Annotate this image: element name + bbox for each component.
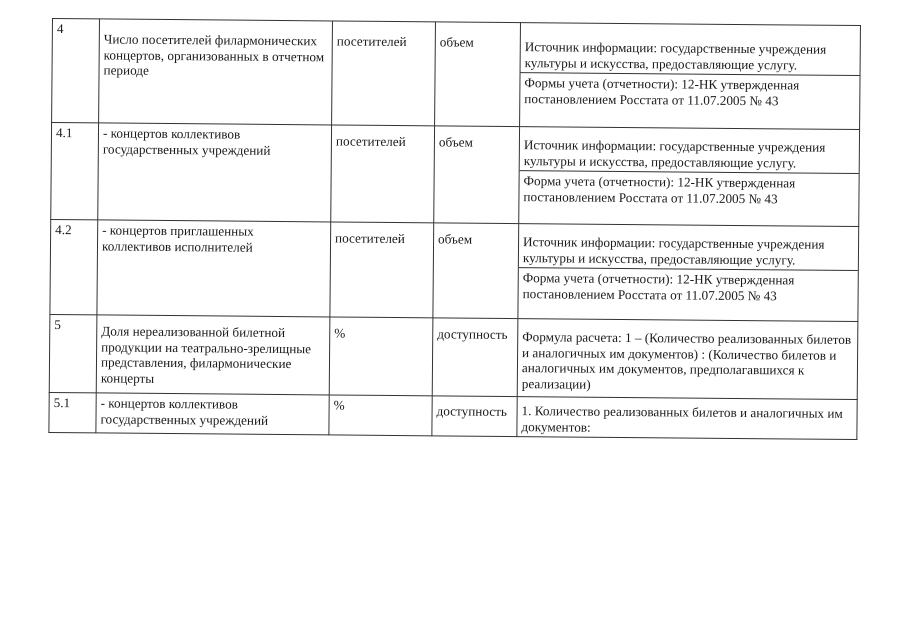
source-text: Источник информации: государственные учреждения культуры и искусства, предоставляющие услугу. xyxy=(522,234,825,267)
kind-cell: объем xyxy=(433,223,519,319)
table-row xyxy=(50,219,859,321)
form-text: Форма учета (отчетности): 12-НК утвержденная постановлением Росстата от 11.07.2005 № 43 xyxy=(519,267,858,305)
row-number: 4 xyxy=(52,19,100,123)
unit-cell: посетителей xyxy=(331,125,435,223)
unit-cell: посетителей xyxy=(330,222,434,318)
form-text: Форма учета (отчетности): 12-НК утвержденная постановлением Росстата от 11.07.2005 № 43 xyxy=(519,170,858,208)
source-cell xyxy=(518,224,859,322)
kind-cell: объем xyxy=(434,126,520,224)
table-row xyxy=(51,123,860,227)
indicator-name: - концертов коллективов государственных учреждений xyxy=(96,393,329,435)
unit-cell: % xyxy=(329,395,432,436)
indicator-name: Число посетителей филармонических концертов, организованных в отчетном периоде xyxy=(99,19,333,125)
table-row xyxy=(49,392,857,439)
table-row xyxy=(49,314,858,399)
row-number: 4.1 xyxy=(51,123,99,220)
indicator-name: Доля нереализованной билетной продукции на театрально-зрелищные представления, филармонические концерты xyxy=(96,315,330,395)
row-number: 4.2 xyxy=(50,219,98,314)
formula-cell xyxy=(517,319,858,400)
indicators-table xyxy=(48,18,861,440)
document-page xyxy=(48,18,860,440)
kind-cell: доступность xyxy=(432,318,518,397)
source-text: Источник информации: государственные учреждения культуры и искусства, предоставляющие услугу. xyxy=(524,39,827,73)
indicator-name: - концертов коллективов государственных учреждений xyxy=(98,123,332,222)
unit-cell: посетителей xyxy=(332,21,436,126)
formula-text: 1. Количество реализованных билетов и аналогичных им документов: xyxy=(521,403,843,435)
formula-cell xyxy=(517,397,857,440)
kind-cell: доступность xyxy=(432,396,517,437)
source-cell xyxy=(520,23,861,130)
table-row xyxy=(52,19,861,130)
indicator-name: - концертов приглашенных коллективов исполнителей xyxy=(97,220,331,317)
row-number: 5.1 xyxy=(49,392,96,432)
source-cell xyxy=(519,127,860,227)
formula-text: Формула расчета: 1 – (Количество реализованных билетов и аналогичных им документов) : (Количество билетов и аналогичных им документов, предполагавшихся к реализации) xyxy=(521,329,852,392)
kind-cell: объем xyxy=(435,22,521,127)
form-text: Формы учета (отчетности): 12-НК утвержденная постановлением Росстата от 11.07.2005 № 43 xyxy=(520,72,859,110)
unit-cell: % xyxy=(329,317,433,396)
row-number: 5 xyxy=(49,314,97,392)
source-text: Источник информации: государственные учреждения культуры и искусства, предоставляющие услугу. xyxy=(523,137,826,170)
